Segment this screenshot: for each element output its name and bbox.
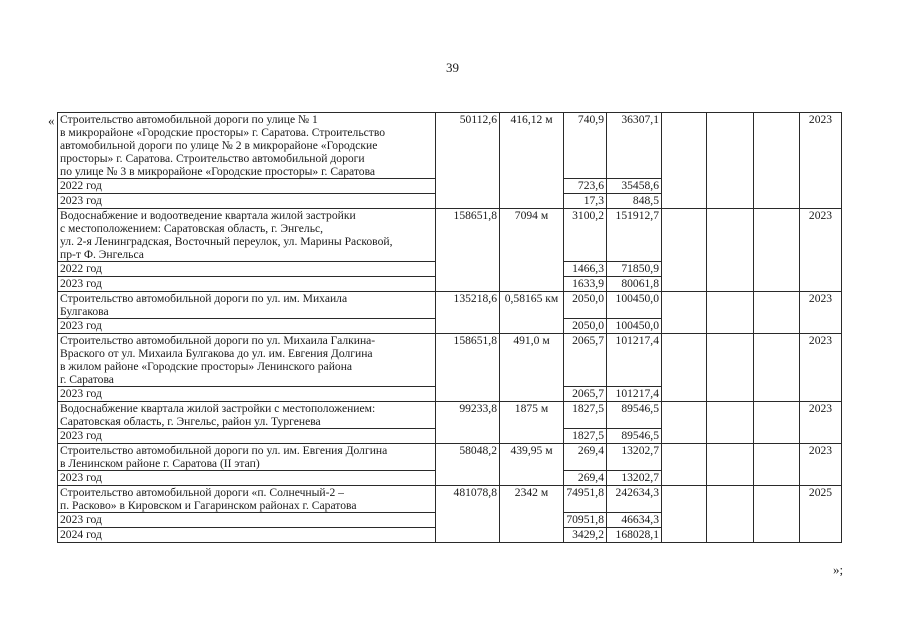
amount-cell: 1827,5	[564, 429, 607, 444]
project-name-line: просторы» г. Саратова. Строительство автомобильной дороги	[60, 152, 365, 165]
amount-cell: 1466,3	[564, 262, 607, 277]
year-label-cell: 2023 год	[58, 429, 436, 444]
capacity-cell: 439,95 м	[500, 444, 564, 486]
year-label-cell: 2022 год	[58, 262, 436, 277]
project-name-line: Водоснабжение квартала жилой застройки с местоположением:	[60, 402, 376, 415]
amount-cell: 269,4	[564, 444, 607, 471]
project-name-cell	[58, 486, 436, 513]
empty-cell	[662, 444, 707, 486]
empty-cell	[754, 486, 800, 543]
project-name-cell	[58, 444, 436, 471]
amount-cell: 151912,7	[607, 209, 662, 262]
amount-cell: 80061,8	[607, 277, 662, 292]
project-name-cell	[58, 209, 436, 262]
capacity-cell: 1875 м	[500, 402, 564, 444]
empty-cell	[707, 292, 754, 334]
completion-year-cell: 2023	[800, 113, 842, 209]
amount-cell: 35458,6	[607, 179, 662, 194]
closing-quote-mark: »;	[833, 562, 844, 577]
empty-cell	[754, 209, 800, 292]
amount-cell: 13202,7	[607, 444, 662, 471]
amount-cell: 2065,7	[564, 334, 607, 387]
completion-year-cell: 2023	[800, 402, 842, 444]
year-label-cell: 2023 год	[58, 387, 436, 402]
year-label-cell: 2023 год	[58, 319, 436, 334]
project-name-line: с местоположением: Саратовская область, г. Энгельс,	[60, 222, 324, 235]
project-row	[58, 113, 842, 179]
amount-cell: 242634,3	[607, 486, 662, 513]
amount-cell: 740,9	[564, 113, 607, 179]
capacity-cell: 2342 м	[500, 486, 564, 543]
total-cost-cell: 158651,8	[436, 209, 500, 292]
project-name-line: пр-т Ф. Энгельса	[60, 248, 144, 261]
year-label-cell: 2023 год	[58, 471, 436, 486]
year-label-cell: 2023 год	[58, 513, 436, 528]
amount-cell: 3429,2	[564, 528, 607, 543]
project-name-line: п. Расково» в Кировском и Гагаринском районах г. Саратова	[60, 499, 357, 512]
project-name-line: Строительство автомобильной дороги по улице № 1	[60, 113, 318, 126]
project-name-line: Строительство автомобильной дороги «п. Солнечный-2 –	[60, 486, 344, 499]
project-name-line: Строительство автомобильной дороги по ул. Михаила Галкина-	[60, 334, 376, 347]
total-cost-cell: 135218,6	[436, 292, 500, 334]
opening-quote-mark: «	[48, 113, 55, 128]
project-row	[58, 444, 842, 471]
empty-cell	[662, 209, 707, 292]
total-cost-cell: 158651,8	[436, 334, 500, 402]
amount-cell: 2050,0	[564, 292, 607, 319]
empty-cell	[662, 113, 707, 209]
project-name-line: Строительство автомобильной дороги по ул. им. Евгения Долгина	[60, 444, 388, 457]
empty-cell	[662, 486, 707, 543]
empty-cell	[707, 402, 754, 444]
amount-cell: 101217,4	[607, 387, 662, 402]
empty-cell	[662, 292, 707, 334]
empty-cell	[754, 334, 800, 402]
completion-year-cell: 2023	[800, 334, 842, 402]
year-label-cell: 2023 год	[58, 194, 436, 209]
empty-cell	[754, 444, 800, 486]
project-name-line: автомобильной дороги по улице № 2 в микрорайоне «Городские	[60, 139, 378, 152]
empty-cell	[707, 444, 754, 486]
empty-cell	[662, 334, 707, 402]
project-name-cell	[58, 113, 436, 179]
amount-cell: 848,5	[607, 194, 662, 209]
amount-cell: 70951,8	[564, 513, 607, 528]
project-name-line: Водоснабжение и водоотведение квартала жилой застройки	[60, 209, 356, 222]
empty-cell	[707, 334, 754, 402]
amount-cell: 2065,7	[564, 387, 607, 402]
project-name-line: по улице № 3 в микрорайоне «Городские просторы» г. Саратова	[60, 165, 376, 178]
project-name-line: Саратовская область, г. Энгельс, район ул. Тургенева	[60, 415, 321, 428]
amount-cell: 46634,3	[607, 513, 662, 528]
amount-cell: 2050,0	[564, 319, 607, 334]
amount-cell: 168028,1	[607, 528, 662, 543]
project-name-line: Враского от ул. Михаила Булгакова до ул. им. Евгения Долгина	[60, 347, 373, 360]
amount-cell: 13202,7	[607, 471, 662, 486]
empty-cell	[707, 486, 754, 543]
year-label-cell: 2022 год	[58, 179, 436, 194]
project-name-cell	[58, 402, 436, 429]
year-label-cell: 2024 год	[58, 528, 436, 543]
amount-cell: 269,4	[564, 471, 607, 486]
capacity-cell: 491,0 м	[500, 334, 564, 402]
project-name-line: Булгакова	[60, 305, 109, 318]
completion-year-cell: 2023	[800, 444, 842, 486]
completion-year-cell: 2023	[800, 292, 842, 334]
empty-cell	[707, 209, 754, 292]
amount-cell: 1633,9	[564, 277, 607, 292]
amount-cell: 17,3	[564, 194, 607, 209]
amount-cell: 101217,4	[607, 334, 662, 387]
project-row	[58, 292, 842, 319]
amount-cell: 89546,5	[607, 402, 662, 429]
empty-cell	[754, 292, 800, 334]
project-name-cell	[58, 292, 436, 319]
project-row	[58, 486, 842, 513]
amount-cell: 71850,9	[607, 262, 662, 277]
year-label-cell: 2023 год	[58, 277, 436, 292]
amount-cell: 100450,0	[607, 292, 662, 319]
amount-cell: 1827,5	[564, 402, 607, 429]
total-cost-cell: 481078,8	[436, 486, 500, 543]
completion-year-cell: 2025	[800, 486, 842, 543]
amount-cell: 89546,5	[607, 429, 662, 444]
capacity-cell: 7094 м	[500, 209, 564, 292]
amount-cell: 74951,8	[564, 486, 607, 513]
completion-year-cell: 2023	[800, 209, 842, 292]
empty-cell	[707, 113, 754, 209]
empty-cell	[754, 113, 800, 209]
investment-projects-table	[57, 112, 842, 543]
project-row	[58, 402, 842, 429]
project-name-line: в Ленинском районе г. Саратова (II этап)	[60, 457, 260, 470]
project-name-line: ул. 2-я Ленинградская, Восточный переулок, ул. Марины Расковой,	[60, 235, 393, 248]
project-row	[58, 209, 842, 262]
total-cost-cell: 99233,8	[436, 402, 500, 444]
empty-cell	[662, 402, 707, 444]
total-cost-cell: 50112,6	[436, 113, 500, 209]
capacity-cell: 416,12 м	[500, 113, 564, 209]
total-cost-cell: 58048,2	[436, 444, 500, 486]
amount-cell: 3100,2	[564, 209, 607, 262]
empty-cell	[754, 402, 800, 444]
project-name-cell	[58, 334, 436, 387]
project-name-line: г. Саратова	[60, 373, 114, 386]
capacity-cell: 0,58165 км	[500, 292, 564, 334]
project-name-line: в микрорайоне «Городские просторы» г. Саратова. Строительство	[60, 126, 386, 139]
project-name-line: в жилом районе «Городские просторы» Ленинского района	[60, 360, 353, 373]
page-number: 39	[446, 60, 459, 75]
amount-cell: 36307,1	[607, 113, 662, 179]
project-row	[58, 334, 842, 387]
amount-cell: 723,6	[564, 179, 607, 194]
amount-cell: 100450,0	[607, 319, 662, 334]
project-name-line: Строительство автомобильной дороги по ул. им. Михаила	[60, 292, 348, 305]
